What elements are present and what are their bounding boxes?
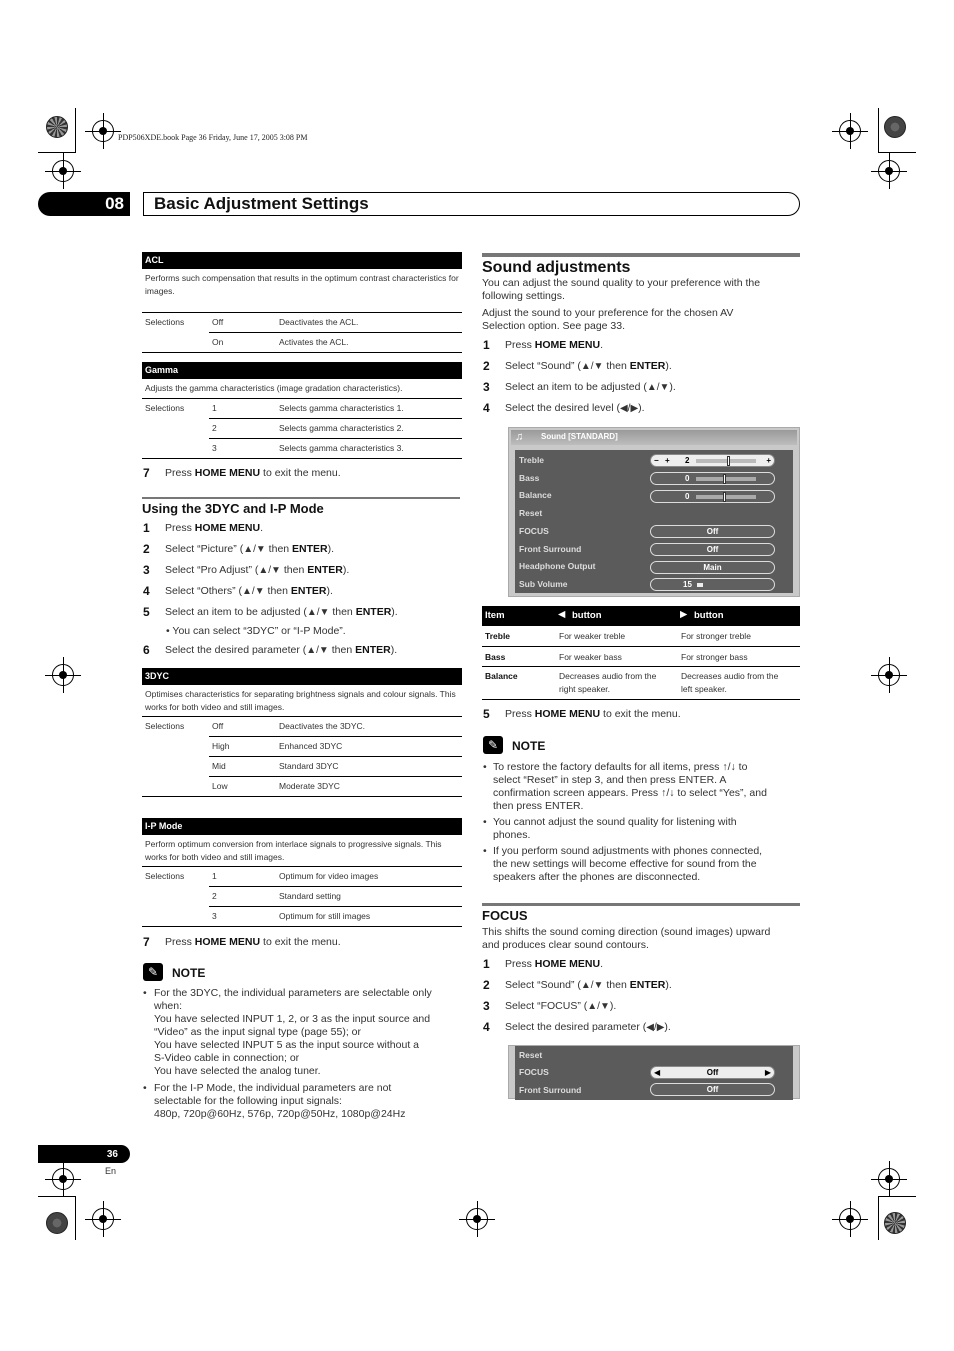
crop-mark-icon xyxy=(52,1168,74,1190)
osd-panel xyxy=(515,1046,793,1100)
table-cell: Deactivates the ACL. xyxy=(279,317,359,327)
crop-mark-icon xyxy=(839,120,861,142)
crop-line xyxy=(878,1196,879,1240)
table-row xyxy=(142,419,462,439)
chapter-number: 08 xyxy=(38,192,130,216)
crop-mark-icon xyxy=(92,120,114,142)
3dyc-table xyxy=(142,668,462,797)
registration-target-icon xyxy=(46,1212,68,1234)
sound-icon: ♫ xyxy=(515,431,524,443)
front-surround-option[interactable]: Off xyxy=(650,543,775,556)
osd-item-treble: Treble xyxy=(519,455,545,465)
table-cell: Selects gamma characteristics 2. xyxy=(279,423,404,433)
left-right-arrow-icon: ◀/▶ xyxy=(646,1022,665,1033)
note-line: 480p, 720p@60Hz, 576p, 720p@50Hz, 1080p@24Hz xyxy=(154,1108,406,1120)
table-row xyxy=(142,907,462,927)
crop-mark-icon xyxy=(839,1208,861,1230)
sound-intro: You can adjust the sound quality to your preference with the following settings. xyxy=(482,277,761,302)
note-line: when: xyxy=(154,1000,183,1012)
balance-slider[interactable]: 0 xyxy=(650,490,775,503)
osd-item-focus: FOCUS xyxy=(519,526,549,536)
table-header: 3DYC xyxy=(142,668,462,685)
left-arrow-icon: ◀ xyxy=(654,1068,661,1077)
note-pencil-icon: ✎ xyxy=(143,963,163,981)
table-cell: Standard setting xyxy=(279,891,341,901)
note-line: You have selected INPUT 5 as the input source without a xyxy=(154,1039,419,1051)
bass-slider[interactable]: 0 xyxy=(650,472,775,485)
focus-option-selected[interactable]: ◀ Off ▶ xyxy=(650,1066,775,1079)
table-row xyxy=(142,757,462,777)
section-heading-3dyc: Using the 3DYC and I-P Mode xyxy=(142,501,324,516)
table-description: Perform optimum conversion from interlace signals to progressive signals. This works for both video and still images. xyxy=(142,835,462,867)
up-down-arrow-icon: ▲/▼ xyxy=(243,544,266,555)
language-label: En xyxy=(105,1166,117,1176)
crop-mark-icon xyxy=(52,160,74,182)
table-row xyxy=(142,313,462,333)
table-header: I-P Mode xyxy=(142,818,462,835)
crop-mark-icon xyxy=(878,160,900,182)
note-line: S-Video cable in connection; or xyxy=(154,1052,300,1064)
acl-table xyxy=(142,252,462,353)
focus-intro: This shifts the sound coming direction (sound images) upward and produces clear sound contours. xyxy=(482,926,771,951)
crop-line xyxy=(38,1196,76,1197)
crop-line xyxy=(878,108,879,152)
crop-mark-icon xyxy=(466,1208,488,1230)
osd-item-sub-volume: Sub Volume xyxy=(519,579,568,589)
step-5-bullet: • You can select “3DYC” or “I-P Mode”. xyxy=(166,625,346,637)
table-cell: Selections xyxy=(145,317,185,327)
up-down-arrow-icon: ▲/▼ xyxy=(306,607,330,618)
osd-item-reset: Reset xyxy=(519,1050,543,1060)
table-header: Gamma xyxy=(142,362,462,379)
table-cell: Optimum for video images xyxy=(279,871,379,881)
table-row xyxy=(142,867,462,887)
note-line: “Video” as the input signal type (page 55); or xyxy=(154,1026,362,1038)
table-cell: High xyxy=(212,741,230,751)
sub-volume-slider[interactable]: 15 xyxy=(650,578,775,591)
table-row: Balance Decreases audio from the right speaker. Decreases audio from the left speaker. xyxy=(482,667,800,700)
table-cell: 2 xyxy=(212,423,217,433)
up-down-arrow-icon: ▲/▼ xyxy=(587,1001,610,1012)
table-cell: Selections xyxy=(145,721,185,731)
note-label: NOTE xyxy=(172,966,206,980)
note-line: selectable for the following input signals: xyxy=(154,1095,342,1107)
table-cell: 1 xyxy=(212,403,217,413)
treble-slider[interactable]: − + 2 + xyxy=(650,454,775,467)
sound-items-table xyxy=(482,606,800,700)
note-pencil-icon: ✎ xyxy=(483,736,503,754)
section-rule xyxy=(142,497,460,499)
table-cell: Low xyxy=(212,781,228,791)
note-line: You have selected INPUT 1, 2, or 3 as the input source and xyxy=(154,1013,431,1025)
sound-intro-2: Adjust the sound to your preference for the chosen AV Selection option. See page 33. xyxy=(482,307,734,332)
section-heading-focus: FOCUS xyxy=(482,908,528,923)
up-down-arrow-icon: ▲/▼ xyxy=(258,565,281,576)
focus-osd-screen xyxy=(508,1045,800,1099)
osd-item-reset: Reset xyxy=(519,508,543,518)
table-row xyxy=(142,777,462,797)
table-row: Treble For weaker treble For stronger treble xyxy=(482,626,800,647)
table-cell: Activates the ACL. xyxy=(279,337,349,347)
table-cell: Mid xyxy=(212,761,226,771)
note-line: For the I-P Mode, the individual parameters are not xyxy=(154,1082,392,1094)
table-cell: Off xyxy=(212,721,224,731)
minus-icon: − xyxy=(654,456,659,465)
osd-item-bass: Bass xyxy=(519,473,540,483)
note-line: You have selected the analog tuner. xyxy=(154,1065,321,1077)
crop-line xyxy=(75,108,76,152)
sound-osd-screen xyxy=(508,427,800,597)
table-cell: 3 xyxy=(212,443,217,453)
table-cell: Moderate 3DYC xyxy=(279,781,340,791)
osd-title-bar: ♫ Sound [STANDARD] xyxy=(511,430,797,445)
left-right-arrow-icon: ◀/▶ xyxy=(619,403,639,414)
section-heading-sound: Sound adjustments xyxy=(482,259,631,276)
up-down-arrow-icon: ▲/▼ xyxy=(242,586,265,597)
table-row xyxy=(142,737,462,757)
table-row xyxy=(142,399,462,419)
left-arrow-icon: ◀ xyxy=(558,609,566,620)
gamma-table xyxy=(142,362,462,459)
section-rule xyxy=(482,253,800,257)
osd-panel xyxy=(515,450,793,593)
table-cell: Deactivates the 3DYC. xyxy=(279,721,365,731)
table-description: Performs such compensation that results in the optimum contrast characteristics for images. xyxy=(142,269,462,313)
table-cell: Standard 3DYC xyxy=(279,761,339,771)
section-rule xyxy=(482,903,800,906)
osd-item-front-surround: Front Surround xyxy=(519,544,582,554)
osd-item-front-surround: Front Surround xyxy=(519,1085,582,1095)
up-down-arrow-icon: ▲/▼ xyxy=(306,645,329,656)
table-row: Bass For weaker bass For stronger bass xyxy=(482,647,800,667)
up-down-arrow-icon: ▲/▼ xyxy=(580,980,604,991)
crop-line xyxy=(878,1196,916,1197)
ip-mode-table xyxy=(142,818,462,927)
osd-item-balance: Balance xyxy=(519,490,552,500)
crop-mark-icon xyxy=(878,1168,900,1190)
note-line: For the 3DYC, the individual parameters are selectable only xyxy=(154,987,432,999)
table-cell: On xyxy=(212,337,224,347)
crop-line xyxy=(38,152,76,153)
table-cell: Selects gamma characteristics 1. xyxy=(279,403,404,413)
table-cell: Selections xyxy=(145,871,185,881)
table-cell: 2 xyxy=(212,891,217,901)
page-number: 36 xyxy=(38,1145,130,1163)
registration-target-icon xyxy=(46,116,68,138)
up-down-arrow-icon: ▲/▼ xyxy=(580,361,604,372)
sub-volume-fill xyxy=(697,583,703,587)
headphone-output-option[interactable]: Main xyxy=(650,561,775,574)
file-header: PDP506XDE.book Page 36 Friday, June 17, 2005 3:08 PM xyxy=(118,133,308,142)
crop-line xyxy=(75,1196,76,1240)
table-header: Item ◀ button ▶ button xyxy=(482,606,800,626)
up-down-arrow-icon: ▲/▼ xyxy=(646,382,670,393)
registration-target-icon xyxy=(884,116,906,138)
note-bullet: • For the 3DYC, the individual parameters are selectable only when: You have selected INPUT 1, 2, or 3 as the input source and “Video” as the input signal type (page 55); or You have selected INPUT 5 as the input source without a S-Video cable in connection; or You have selected the analog tuner. • For the I-P Mode, the individual parameters are not selectable for the following input signals: 480p, 720p@60Hz, 576p, 720p@50Hz, 1080p@24Hz xyxy=(143,987,463,1121)
table-cell: Selections xyxy=(145,403,185,413)
table-cell: 3 xyxy=(212,911,217,921)
table-row xyxy=(142,333,462,353)
front-surround-option[interactable]: Off xyxy=(650,1083,775,1096)
plus-icon: + xyxy=(766,456,771,465)
registration-target-icon xyxy=(884,1212,906,1234)
table-cell: Optimum for still images xyxy=(279,911,371,921)
table-cell: Selects gamma characteristics 3. xyxy=(279,443,404,453)
osd-item-headphone-output: Headphone Output xyxy=(519,561,596,571)
table-cell: 1 xyxy=(212,871,217,881)
table-header: ACL xyxy=(142,252,462,269)
table-cell: Off xyxy=(212,317,224,327)
table-cell: Enhanced 3DYC xyxy=(279,741,343,751)
note-label: NOTE xyxy=(512,739,546,753)
note-bullets: • To restore the factory defaults for all items, press ↑/↓ to select “Reset” in step 3, and then press ENTER. A confirmation screen appears. Press ↑/↓ to select “Yes”, and then press ENTER. • You cannot adjust the sound quality for listening with phones. • If you perform sound adjustments with phones connected, the new settings will become effective for sound from the speakers after the phones are disconnected. xyxy=(483,761,767,883)
crop-mark-icon xyxy=(92,1208,114,1230)
right-arrow-icon: ▶ xyxy=(680,609,688,620)
osd-item-focus: FOCUS xyxy=(519,1067,549,1077)
table-row xyxy=(142,717,462,737)
focus-option[interactable]: Off xyxy=(650,525,775,538)
crop-mark-icon xyxy=(878,664,900,686)
table-description: Optimises characteristics for separating brightness signals and colour signals. This works for both video and still images. xyxy=(142,685,462,717)
table-description: Adjusts the gamma characteristics (image gradation characteristics). xyxy=(142,379,462,399)
crop-mark-icon xyxy=(52,664,74,686)
chapter-title: Basic Adjustment Settings xyxy=(143,192,800,216)
crop-line xyxy=(878,152,916,153)
right-arrow-icon: ▶ xyxy=(764,1068,771,1077)
table-row xyxy=(142,439,462,459)
table-row xyxy=(142,887,462,907)
